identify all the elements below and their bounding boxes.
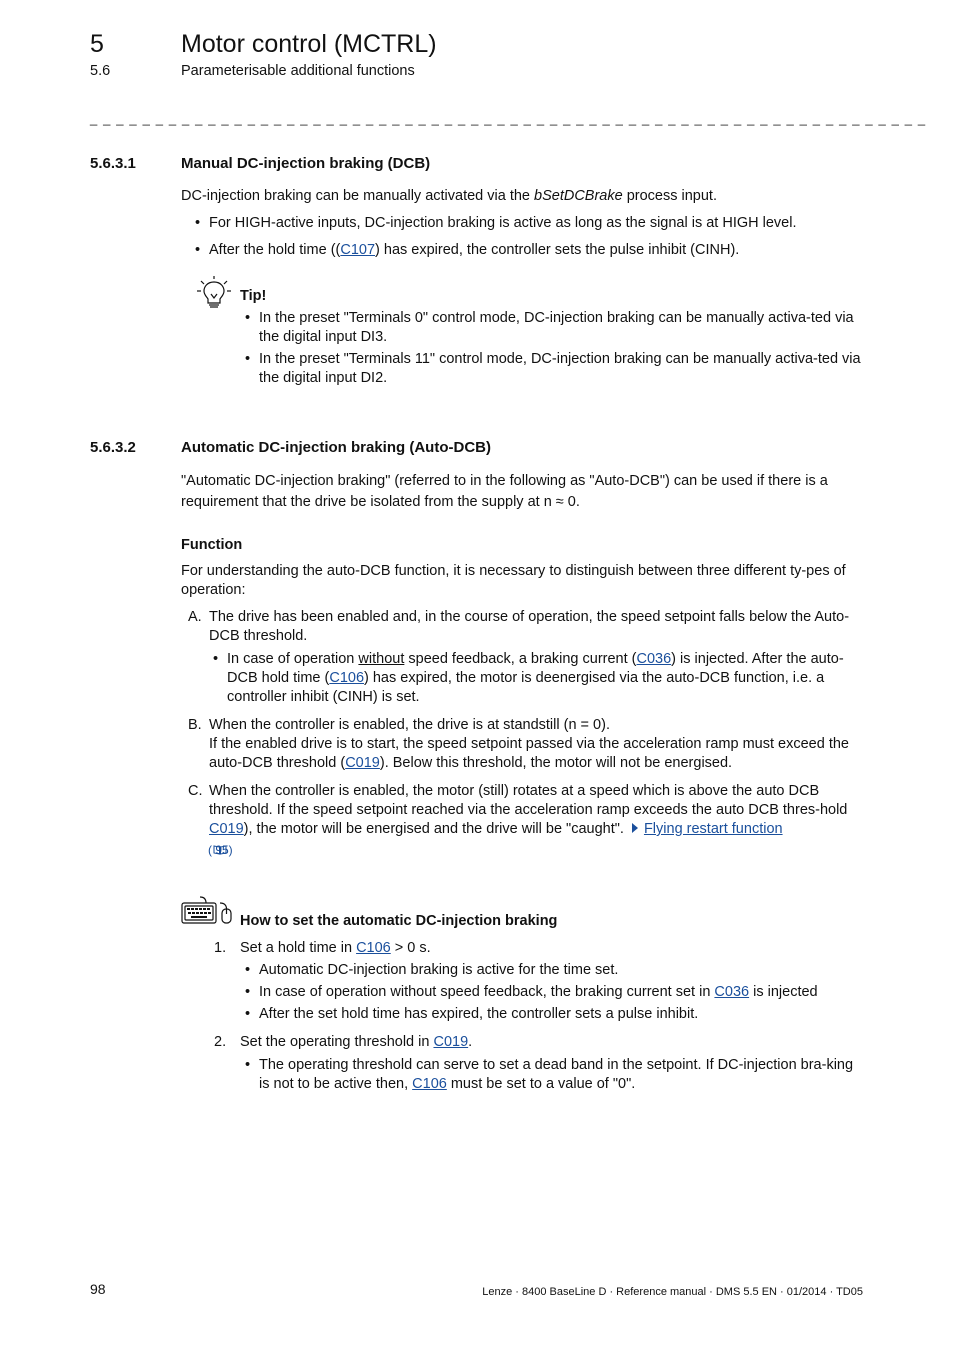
list-item: • In case of operation without speed feedback, a braking current (C036) is injected. After the auto-DCB hold time (C106) has expired, the motor is deenergised via the auto-DCB function, i.e. a controller inhibit (CINH) is set. — [213, 651, 844, 705]
page-reference[interactable]: ( 95) — [208, 843, 233, 857]
section-number: 5.6 — [90, 63, 111, 79]
header-separator: _ _ _ _ _ _ _ _ _ _ _ _ _ _ _ _ _ _ _ _ _ _ _ _ _ _ _ _ _ _ _ _ _ _ _ _ _ _ _ _ _ _ _ _ _ _ _ _ _ _ _ _ _ _ _ _ _ _ _ _ _ _ _ _ — [90, 111, 927, 126]
function-intro: For understanding the auto-DCB function, it is necessary to distinguish between three different ty-pes of operation: — [181, 563, 846, 598]
manual-dcb-intro: DC-injection braking can be manually activated via the bSetDCBrake process input. — [181, 188, 717, 204]
function-heading: Function — [181, 537, 243, 553]
list-item: • In case of operation without speed feedback, the braking current set in C036 is injected — [245, 984, 818, 1000]
step-1: 1. Set a hold time in C106 > 0 s. — [214, 940, 431, 956]
link-c106[interactable]: C106 — [329, 670, 365, 686]
heading-manual-dcb: Manual DC-injection braking (DCB) — [181, 155, 431, 172]
footer-doc-info: Lenze · 8400 BaseLine D · Reference manual · DMS 5.5 EN · 01/2014 · TD05 — [482, 1286, 863, 1298]
keyboard-mouse-icon — [180, 895, 234, 927]
list-item: • For HIGH-active inputs, DC-injection braking is active as long as the signal is at HIGH level. — [195, 215, 797, 231]
process-input-name: bSetDCBrake — [534, 188, 623, 204]
case-a: A. The drive has been enabled and, in the course of operation, the speed setpoint falls below the Auto-DCB threshold. — [188, 609, 850, 644]
step-2: 2. Set the operating threshold in C019. — [214, 1034, 473, 1050]
case-c: C. When the controller is enabled, the motor (still) rotates at a speed which is above the auto DCB threshold. If the speed setpoint reached via the acceleration ramp exceeds the auto DCB thres-hold C019), the motor will be energised and the drive will be "caught". Flying restart function — [188, 783, 848, 837]
heading-number-5631: 5.6.3.1 — [90, 155, 136, 172]
case-b: B. When the controller is enabled, the drive is at standstill (n = 0). If the enabled drive is to start, the speed setpoint passed via the acceleration ramp must exceed the auto-DCB threshold (C019). Below this threshold, the motor will not be energised. — [188, 717, 849, 771]
tip-title: Tip! — [240, 288, 267, 304]
chapter-title: Motor control (MCTRL) — [181, 30, 437, 58]
link-c107[interactable]: C107 — [340, 242, 376, 258]
heading-number-5632: 5.6.3.2 — [90, 439, 136, 456]
link-c019[interactable]: C019 — [345, 755, 380, 771]
heading-auto-dcb: Automatic DC-injection braking (Auto-DCB) — [181, 439, 491, 456]
chapter-number: 5 — [90, 30, 104, 58]
triangle-arrow-icon — [632, 823, 638, 833]
link-c019[interactable]: C019 — [209, 821, 244, 837]
list-item: • After the hold time ((C107) has expired, the controller sets the pulse inhibit (CINH). — [195, 242, 740, 258]
list-item: • After the set hold time has expired, the controller sets a pulse inhibit. — [245, 1006, 699, 1022]
link-c019[interactable]: C019 — [433, 1034, 469, 1050]
link-flying-restart[interactable]: Flying restart function — [643, 821, 783, 837]
list-item: • The operating threshold can serve to set a dead band in the setpoint. If DC-injection bra-king is not to be active then, C106 must be set to a value of "0". — [245, 1057, 854, 1092]
howto-title: How to set the automatic DC-injection braking — [240, 913, 558, 929]
link-c106[interactable]: C106 — [356, 940, 391, 956]
section-title: Parameterisable additional functions — [181, 63, 415, 79]
link-c106[interactable]: C106 — [412, 1076, 447, 1092]
tip-item: • In the preset "Terminals 0" control mode, DC-injection braking can be manually activa-ted via the digital input DI3. — [245, 310, 854, 345]
link-c036[interactable]: C036 — [714, 984, 750, 1000]
tip-item: • In the preset "Terminals 11" control mode, DC-injection braking can be manually activa-ted via the digital input DI2. — [245, 351, 861, 386]
list-item: • Automatic DC-injection braking is active for the time set. — [245, 962, 619, 978]
lightbulb-icon — [196, 276, 232, 310]
link-c036[interactable]: C036 — [636, 651, 672, 667]
auto-dcb-intro: "Automatic DC-injection braking" (referred to in the following as "Auto-DCB") can be used if there is a requirement that the drive be isolated from the supply at n ≈ 0. — [181, 473, 828, 510]
page-number: 98 — [90, 1281, 106, 1297]
book-icon — [213, 845, 227, 855]
